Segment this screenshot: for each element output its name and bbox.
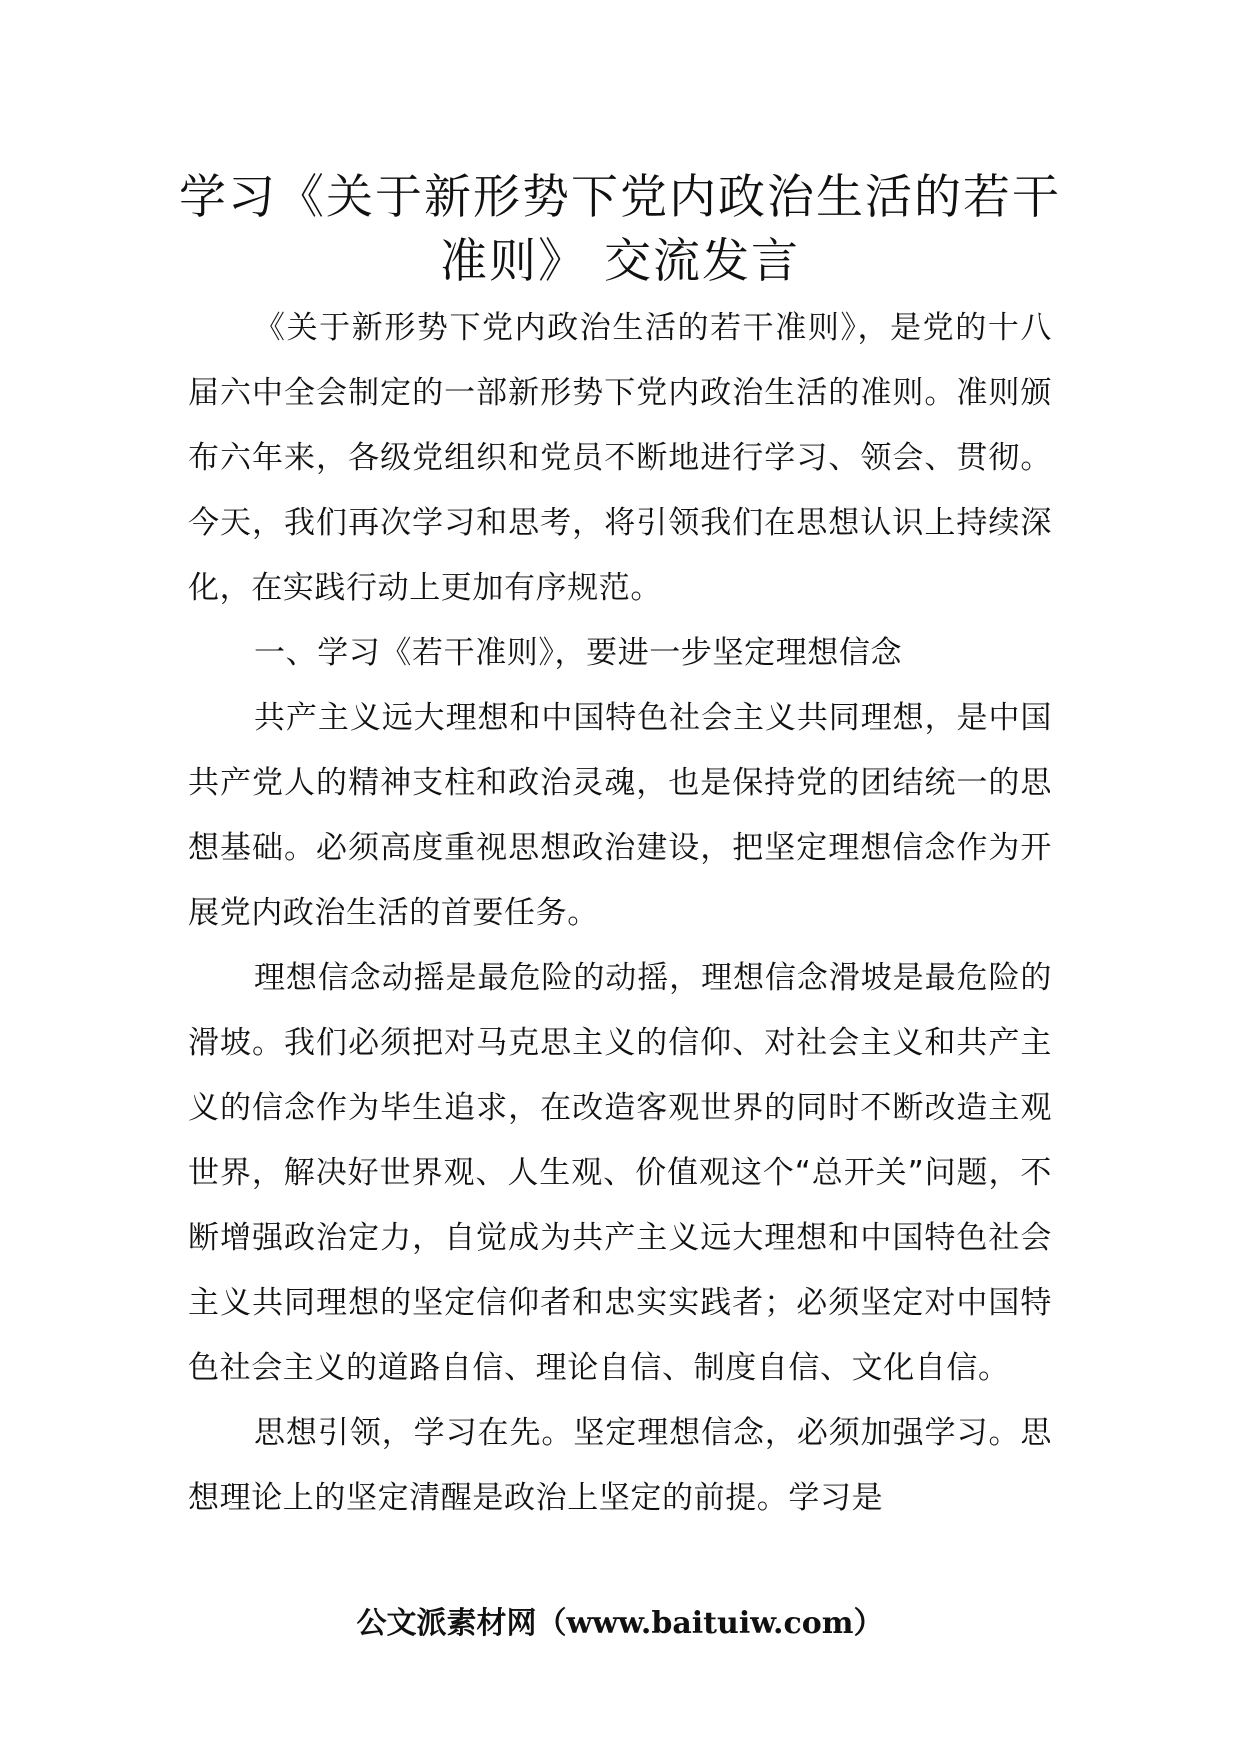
- footer-watermark-text: 公文派素材网（www.baituiw.com）: [356, 1606, 884, 1641]
- document-body: [188, 296, 1052, 1531]
- section-heading-1: 一、学习《若干准则》，要进一步坚定理想信念: [254, 635, 903, 671]
- paragraph-intro: 《关于新形势下党内政治生活的若干准则》，是党的十八届六中全会制定的一部新形势下党内政治生活的准则。准则颁布六年来，各级党组织和党员不断地进行学习、领会、贯彻。今天，我们再次学习和思考，将引领我们在思想认识上持续深化，在实践行动上更加有序规范。: [188, 310, 1052, 606]
- document-title-line-1: 学习《关于新形势下党内政治生活的若干: [179, 170, 1061, 225]
- document-title-line-2: 准则》 交流发言: [440, 234, 800, 289]
- paragraph: 共产主义远大理想和中国特色社会主义共同理想，是中国共产党人的精神支柱和政治灵魂，也是保持党的团结统一的思想基础。必须高度重视思想政治建设，把坚定理想信念作为开展党内政治生活的首要任务。: [188, 700, 1052, 931]
- paragraph: 理想信念动摇是最危险的动摇，理想信念滑坡是最危险的滑坡。我们必须把对马克思主义的信仰、对社会主义和共产主义的信念作为毕生追求，在改造客观世界的同时不断改造主观世界，解决好世界观、人生观、价值观这个“总开关”问题，不断增强政治定力，自觉成为共产主义远大理想和中国特色社会主义共同理想的坚定信仰者和忠实实践者；必须坚定对中国特色社会主义的道路自信、理论自信、制度自信、文化自信。: [188, 960, 1052, 1386]
- paragraph: 思想引领，学习在先。坚定理想信念，必须加强学习。思想理论上的坚定清醒是政治上坚定的前提。学习是: [188, 1415, 1052, 1516]
